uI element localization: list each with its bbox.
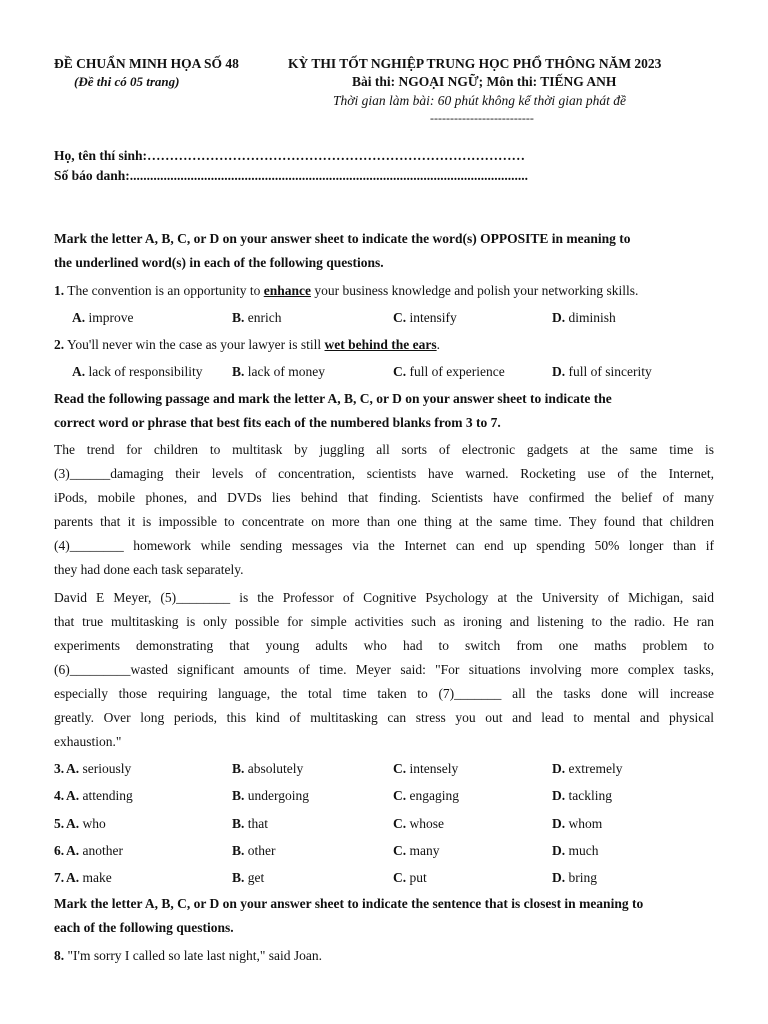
option-d[interactable]: D. tackling <box>552 788 612 803</box>
option-a[interactable]: A. seriously <box>66 761 132 776</box>
passage-line: greatly. Over long periods, this kind of multitasking can stress you out and lead to mental and physical <box>54 710 714 725</box>
question-8 <box>54 948 322 964</box>
option-b[interactable]: B. lack of money <box>232 364 325 379</box>
exam-name-title: KỲ THI TỐT NGHIỆP TRUNG HỌC PHỔ THÔNG NĂM 2023 <box>288 56 662 71</box>
question-number: 6. <box>54 843 65 858</box>
question-text: your business knowledge and polish your networking skills. <box>310 283 639 298</box>
option-c[interactable]: C. whose <box>393 816 444 831</box>
passage-line: (3)______damaging their levels of concentration, scientists have warned. Rocketing use of the Internet, <box>54 466 714 481</box>
option-d[interactable]: D. full of sincerity <box>552 364 652 379</box>
passage-line: David E Meyer, (5)________ is the Professor of Cognitive Psychology at the University of Michigan, said <box>54 590 714 605</box>
option-c[interactable]: C. intensify <box>393 310 457 325</box>
option-d[interactable]: D. extremely <box>552 761 623 776</box>
exam-code-title: ĐỀ CHUẨN MINH HỌA SỐ 48 <box>54 56 239 71</box>
option-d[interactable]: D. bring <box>552 870 597 885</box>
passage-line: experiments demonstrating that young adults who had to switch from one maths problem to <box>54 638 714 653</box>
passage-line: The trend for children to multitask by juggling all sorts of electronic gadgets at the same time is <box>54 442 714 457</box>
passage-line: parents that it is impossible to concentrate on more than one thing at the same time. They found that children <box>54 514 714 529</box>
option-c[interactable]: C. put <box>393 870 427 885</box>
underlined-phrase: wet behind the ears <box>324 337 437 352</box>
option-a[interactable]: A. another <box>66 843 123 858</box>
option-b[interactable]: B. that <box>232 816 269 831</box>
option-c[interactable]: C. engaging <box>393 788 459 803</box>
question-text: "I'm sorry I called so late last night," said Joan. <box>64 948 323 963</box>
question-number: 4. <box>54 788 65 803</box>
page-count-note: (Đề thi có 05 trang) <box>74 74 180 89</box>
passage-line: especially those requiring language, the total time taken to (7)_______ all the tasks done will increase <box>54 686 714 701</box>
passage-line: (4)________ homework while sending messages via the Internet can end up spending 50% longer than if <box>54 538 714 553</box>
option-c[interactable]: C. intensely <box>393 761 459 776</box>
option-d[interactable]: D. whom <box>552 816 603 831</box>
question-number: 8. <box>54 948 65 963</box>
option-c[interactable]: C. full of experience <box>393 364 505 379</box>
option-b[interactable]: B. absolutely <box>232 761 304 776</box>
option-c[interactable]: C. many <box>393 843 440 858</box>
question-text: The convention is an opportunity to <box>64 283 264 298</box>
header-divider: -------------------------- <box>430 111 534 125</box>
option-b[interactable]: B. enrich <box>232 310 282 325</box>
question-text: . <box>436 337 441 352</box>
option-a[interactable]: A. lack of responsibility <box>72 364 203 379</box>
section2-instruction: Read the following passage and mark the letter A, B, C, or D on your answer sheet to indicate the <box>54 391 612 406</box>
section2-instruction-cont: correct word or phrase that best fits each of the numbered blanks from 3 to 7. <box>54 415 501 430</box>
passage-line: (6)_________wasted significant amounts of time. Meyer said: "For situations involving more complex tasks, <box>54 662 714 677</box>
option-d[interactable]: D. diminish <box>552 310 616 325</box>
candidate-name-field: Họ, tên thí sinh:………………………………………………………………………… <box>54 148 526 163</box>
section3-instruction: Mark the letter A, B, C, or D on your answer sheet to indicate the sentence that is closest in meaning to <box>54 896 644 911</box>
passage-line: that true multitasking is only possible for simple activities such as ironing and listening to the radio. He ran <box>54 614 714 629</box>
option-b[interactable]: B. other <box>232 843 276 858</box>
option-a[interactable]: A. attending <box>66 788 133 803</box>
question-number: 7. <box>54 870 65 885</box>
question-number: 3. <box>54 761 65 776</box>
question-text: You'll never win the case as your lawyer is still <box>64 337 325 352</box>
underlined-word: enhance <box>263 283 311 298</box>
time-note: Thời gian làm bài: 60 phút không kể thời gian phát đề <box>333 93 627 108</box>
option-d[interactable]: D. much <box>552 843 599 858</box>
candidate-id-field: Số báo danh:...................................................................................................................... <box>54 168 529 183</box>
question-number: 2. <box>54 337 65 352</box>
option-a[interactable]: A. who <box>66 816 106 831</box>
option-a[interactable]: A. make <box>66 870 112 885</box>
option-b[interactable]: B. undergoing <box>232 788 310 803</box>
question-1 <box>54 283 638 299</box>
passage-line: exhaustion." <box>54 734 122 749</box>
question-number: 5. <box>54 816 65 831</box>
passage-line: iPods, mobile phones, and DVDs lies behind that finding. Scientists have confirmed the belief of many <box>54 490 714 505</box>
question-2 <box>54 337 440 353</box>
passage-line: they had done each task separately. <box>54 562 244 577</box>
option-b[interactable]: B. get <box>232 870 265 885</box>
section3-instruction-cont: each of the following questions. <box>54 920 234 935</box>
subject-line: Bài thi: NGOẠI NGỮ; Môn thi: TIẾNG ANH <box>352 74 617 89</box>
option-a[interactable]: A. improve <box>72 310 134 325</box>
question-number: 1. <box>54 283 65 298</box>
section1-instruction-cont: the underlined word(s) in each of the following questions. <box>54 255 384 270</box>
section1-instruction: Mark the letter A, B, C, or D on your answer sheet to indicate the word(s) OPPOSITE in meaning to <box>54 231 631 246</box>
